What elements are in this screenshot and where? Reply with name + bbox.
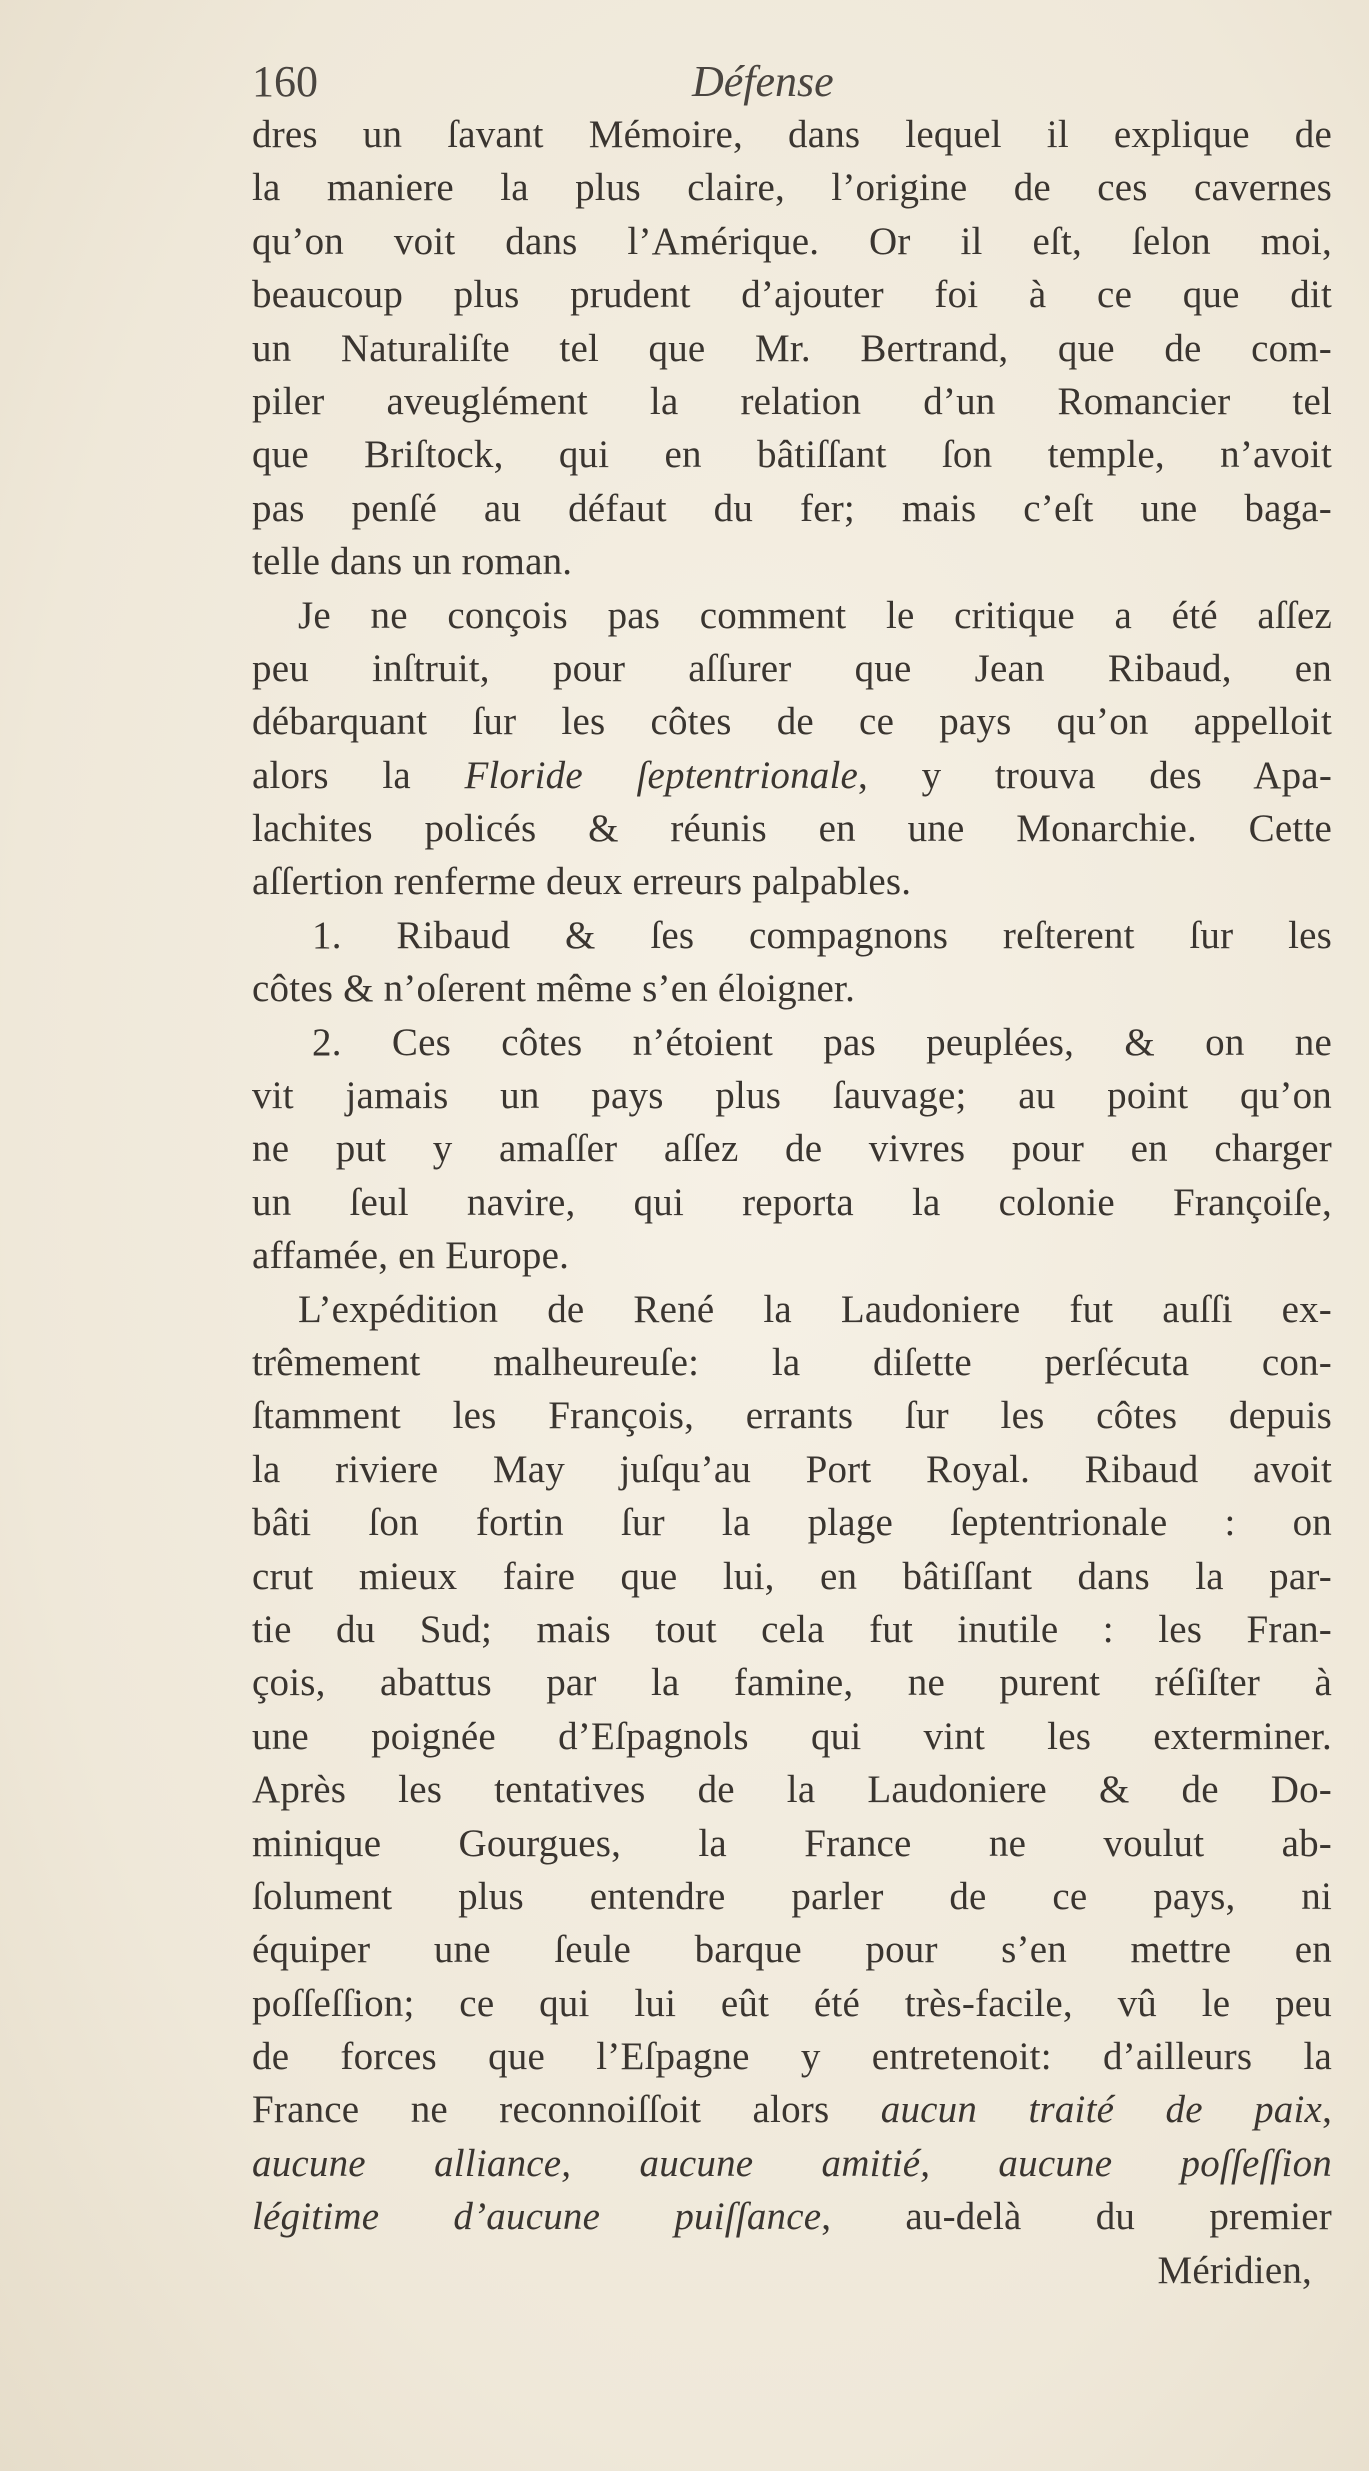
text-line: aſſertion renferme deux erreurs palpables. [252, 860, 912, 904]
text-line: côtes & n’oſerent même s’en éloigner. [252, 967, 856, 1011]
text-line: la maniere la plus claire, l’origine de ces cavernes [252, 166, 1332, 210]
text-line-with-italic [252, 2190, 1332, 2243]
body-text [252, 108, 1332, 2297]
text-line: piler aveuglément la relation d’un Romancier tel [252, 379, 1332, 423]
text-line: vit jamais un pays plus ſauvage; au point qu’on [252, 1074, 1332, 1118]
text-line: bâti ſon fortin ſur la plage ſeptentrionale : on [252, 1501, 1332, 1545]
text-line: lachites policés & réunis en une Monarchie. Cette [252, 807, 1332, 851]
numbered-point-1: 1. Ribaud & ſes compagnons reſterent ſur les [312, 913, 1332, 957]
text-line: crut mieux faire que lui, en bâtiſſant dans la par- [252, 1554, 1332, 1598]
italic-phrase: aucun traité de paix [880, 2088, 1323, 2132]
text-line: débarquant ſur les côtes de ce pays qu’on appelloit [252, 700, 1332, 744]
italic-phrase: légitime d’aucune puiſſance [252, 2195, 822, 2239]
text-fragment: France ne reconnoiſſoit alors [252, 2088, 881, 2132]
text-line: un Naturaliſte tel que Mr. Bertrand, que de com- [252, 326, 1332, 370]
text-line: çois, abattus par la famine, ne purent réſiſter à [252, 1661, 1332, 1705]
text-line: qu’on voit dans l’Amérique. Or il eſt, ſelon moi, [252, 219, 1332, 263]
text-line: équiper une ſeule barque pour s’en mettre en [252, 1928, 1332, 1972]
text-line: trêmement malheureuſe: la diſette perſécuta con- [252, 1340, 1332, 1384]
text-line: pas penſé au défaut du fer; mais c’eſt une baga- [252, 486, 1332, 530]
italic-phrase-line: aucune alliance, aucune amitié, aucune poſſeſſion [252, 2141, 1332, 2185]
text-fragment: alors la [252, 753, 465, 797]
text-line: poſſeſſion; ce qui lui eût été très-facile, vû le peu [252, 1981, 1332, 2025]
text-line: affamée, en Europe. [252, 1234, 570, 1278]
text-line: beaucoup plus prudent d’ajouter foi à ce que dit [252, 273, 1332, 317]
text-line-with-italic [252, 749, 1332, 802]
text-line-with-italic [252, 2083, 1332, 2136]
text-line: la riviere May juſqu’au Port Royal. Ribaud avoit [252, 1447, 1332, 1491]
page-number: 160 [252, 57, 318, 106]
text-line: ne put y amaſſer aſſez de vivres pour en charger [252, 1127, 1332, 1171]
numbered-point-2: 2. Ces côtes n’étoient pas peuplées, & on ne [312, 1020, 1332, 1064]
text-line: Après les tentatives de la Laudoniere & de Do- [252, 1768, 1332, 1812]
text-line: dres un ſavant Mémoire, dans lequel il explique de [252, 113, 1332, 156]
text-line: telle dans un roman. [252, 540, 573, 584]
paragraph-start-line: Je ne conçois pas comment le critique a été aſſez [298, 593, 1332, 637]
italic-place-name: Floride ſeptentrionale [464, 753, 859, 797]
text-line: que Briſtock, qui en bâtiſſant ſon temple, n’avoit [252, 433, 1332, 477]
text-line: de forces que l’Eſpagne y entretenoit: d’ailleurs la [252, 2035, 1332, 2079]
paragraph-start-line: L’expédition de René la Laudoniere fut auſſi ex- [298, 1287, 1332, 1331]
page-header [252, 52, 1332, 112]
text-line: ſolument plus entendre parler de ce pays, ni [252, 1874, 1332, 1918]
text-fragment: , [1322, 2088, 1333, 2132]
text-line: ſtamment les François, errants ſur les côtes depuis [252, 1394, 1332, 1438]
text-line: tie du Sud; mais tout cela fut inutile : les Fran- [252, 1607, 1332, 1651]
text-line: minique Gourgues, la France ne voulut ab- [252, 1821, 1332, 1865]
text-line: une poignée d’Eſpagnols qui vint les exterminer. [252, 1714, 1332, 1758]
running-title: Défense [692, 57, 834, 106]
catchword: Méridien, [1157, 2248, 1312, 2292]
text-line: un ſeul navire, qui reporta la colonie Françoiſe, [252, 1180, 1332, 1224]
text-fragment: , au-delà du premier [821, 2195, 1332, 2239]
text-fragment: , y trouva des Apa- [858, 753, 1333, 797]
text-line: peu inſtruit, pour aſſurer que Jean Ribaud, en [252, 646, 1332, 690]
